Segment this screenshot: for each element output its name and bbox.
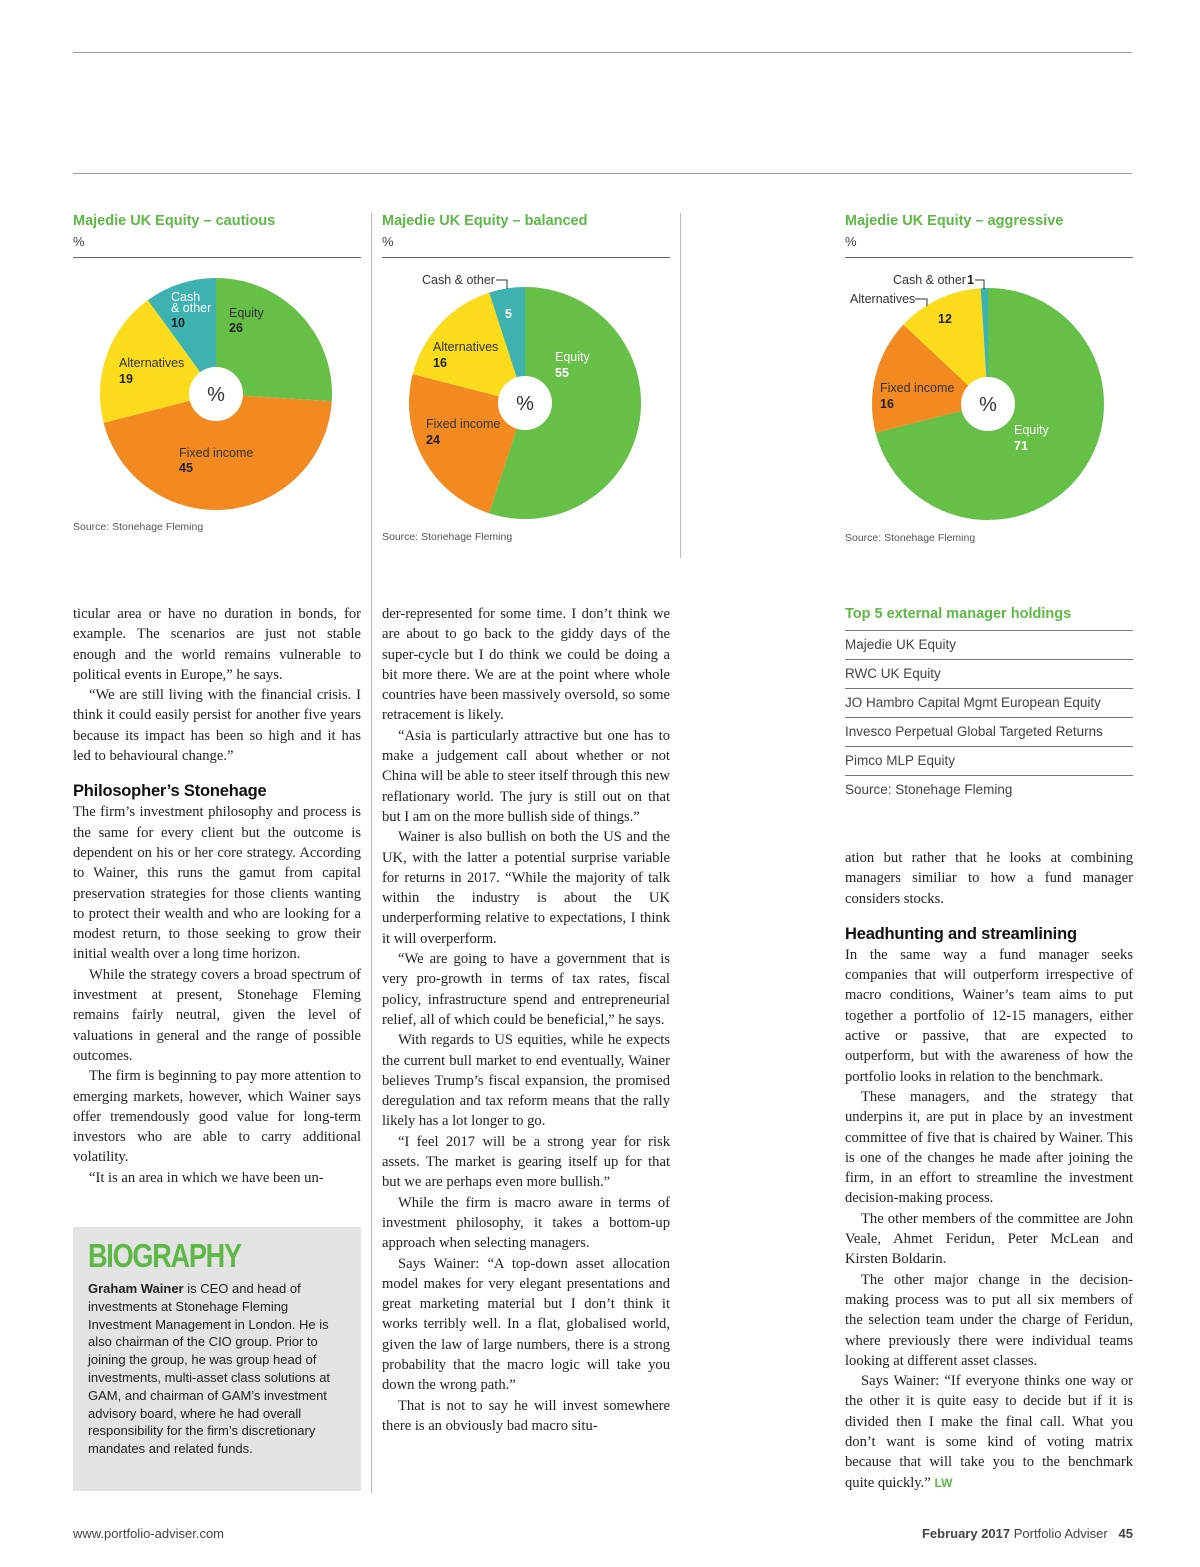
alternatives-leader-line (915, 299, 927, 306)
label-alternatives: Alternatives (119, 356, 185, 370)
footer-issue (922, 1526, 1133, 1541)
footer-url[interactable]: www.portfolio-adviser.com (73, 1526, 224, 1541)
value-cash: 1 (967, 273, 974, 287)
value-cash: 10 (171, 316, 185, 330)
author-initials: LW (934, 1475, 953, 1490)
label-cash-other: & other (171, 301, 212, 315)
label-fixed-income: Fixed income (179, 446, 254, 460)
holdings-row: RWC UK Equity (845, 659, 1133, 688)
value-alternatives: 12 (938, 312, 952, 326)
paragraph: der-represented for some time. I don’t think we are about to go back to the giddy days of the super-cycle but I do think we could be doing a bit more there. We are at the point where whole countries have been massively oversold, so some retracement is likely. (382, 606, 670, 724)
chart-title-balanced: Majedie UK Equity – balanced (382, 213, 588, 229)
holdings-table (845, 606, 1133, 804)
value-alternatives: 16 (433, 356, 447, 370)
chart-source-balanced: Source: Stonehage Fleming (382, 531, 513, 543)
paragraph: The other members of the committee are John Veale, Ahmet Feridun, Peter McLean and Kirsten Boldarin. (845, 1210, 1133, 1268)
article-column-1 (73, 604, 361, 1188)
holdings-row: Invesco Perpetual Global Targeted Returns (845, 717, 1133, 746)
label-cash: Cash (171, 290, 201, 304)
chart-unit-aggressive: % (845, 234, 857, 249)
label-fixed-income: Fixed income (880, 381, 955, 395)
chart-title-cautious: Majedie UK Equity – cautious (73, 213, 276, 229)
paragraph: “Asia is particularly attractive but one has to make a judgement call about whether or not China will be able to steer itself through this new reflationary world. The jury is still out on that but I am on the more bullish side of things.” (382, 727, 670, 825)
value-equity: 71 (1014, 439, 1028, 453)
holdings-row: Majedie UK Equity (845, 630, 1133, 659)
paragraph: “It is an area in which we have been un- (89, 1169, 324, 1186)
paragraph: The firm is beginning to pay more attention to emerging markets, however, which Wainer says offer tremendously good value for long-term investors who are able to carry additional volatility. (73, 1068, 361, 1166)
label-equity: Equity (229, 306, 264, 320)
paragraph-text: Says Wainer: “If everyone thinks one way or the other it is quite easy to decide but if it is divided then I make the final call. What you don’t want is some kind of voting matrix because that will take you to the benchmark quite quickly.” (845, 1373, 1133, 1491)
label-fixed-income: Fixed income (426, 417, 501, 431)
paragraph: That is not to say he will invest somewhere there is an obviously bad macro situ- (382, 1397, 670, 1434)
chart-source-cautious: Source: Stonehage Fleming (73, 521, 204, 533)
label-equity: Equity (555, 350, 590, 364)
pie-center-label: % (979, 394, 997, 416)
holdings-row: Pimco MLP Equity (845, 746, 1133, 775)
cash-leader-line (975, 280, 984, 289)
chart-title-aggressive: Majedie UK Equity – aggressive (845, 213, 1064, 229)
holdings-source: Source: Stonehage Fleming (845, 775, 1133, 804)
paragraph: The other major change in the decision-making process was to put all six members of the selection team under the charge of Feridun, where previously there were individual teams looking at different asset classes. (845, 1271, 1133, 1369)
label-cash: Cash & other (893, 273, 966, 287)
article-column-3 (845, 848, 1133, 1493)
pie-chart-aggressive (0, 0, 1200, 560)
pie-center-label: % (207, 384, 225, 406)
holdings-title: Top 5 external manager holdings (845, 606, 1072, 622)
chart-unit-cautious: % (73, 234, 85, 249)
paragraph: While the firm is macro aware in terms of investment philosophy, it takes a bottom-up approach when selecting managers. (382, 1194, 670, 1252)
value-equity: 26 (229, 321, 243, 335)
value-equity: 55 (555, 366, 569, 380)
footer-date: February 2017 (921, 1526, 1011, 1541)
value-fixed-income: 24 (426, 433, 440, 447)
biography-text (88, 1280, 348, 1458)
paragraph: In the same way a fund manager seeks companies that will outperform irrespective of macro conditions, Wainer’s team aims to put together a portfolio of 12-15 managers, either active or passive, that are expected to outperform, but with the awareness of how the portfolio looks in relation to the benchmark. (845, 946, 1133, 1085)
chart-source-aggressive: Source: Stonehage Fleming (845, 532, 976, 544)
holdings-row: JO Hambro Capital Mgmt European Equity (845, 688, 1133, 717)
value-fixed-income: 45 (179, 461, 193, 475)
label-alternatives: Alternatives (850, 292, 916, 306)
article-column-2 (382, 604, 670, 1436)
biography-box (73, 1227, 361, 1491)
value-cash: 5 (505, 307, 512, 321)
pie-center-label: % (516, 393, 534, 415)
page-number: 45 (1118, 1526, 1133, 1541)
paragraph: ation but rather that he looks at combining managers similiar to how a fund manager considers stocks. (845, 850, 1133, 907)
section-heading: Headhunting and streamlining (845, 924, 1077, 943)
paragraph: Wainer is also bullish on both the US and the UK, with the latter a potential surprise variable for returns in 2017. “While the majority of talk within the industry is about the UK underperforming relative to expectations, I think it will overperform. (382, 829, 670, 947)
paragraph: While the strategy covers a broad spectrum of investment at present, Stonehage Fleming remains fairly neutral, given the level of valuations in general and the range of possible outcomes. (73, 966, 361, 1064)
section-heading: Philosopher’s Stonehage (73, 782, 267, 801)
label-alternatives: Alternatives (433, 340, 499, 354)
chart-unit-balanced: % (382, 234, 394, 249)
value-alternatives: 19 (119, 372, 133, 386)
paragraph: These managers, and the strategy that underpins it, are put in place by an investment committee of five that is chaired by Wainer. This is one of the changes he made after joining the firm, in an effort to streamline the investment decision-making process. (845, 1088, 1133, 1207)
paragraph: “We are going to have a government that is very pro-growth in terms of tax rates, fiscal policy, infrastructure spend and entrepreneurial relief, all of which could be beneficial,” he says. (382, 951, 670, 1028)
label-equity: Equity (1014, 423, 1049, 437)
label-cash: Cash & other (422, 273, 495, 287)
biography-name: Graham Wainer (88, 1281, 184, 1296)
value-fixed-income: 16 (880, 397, 894, 411)
paragraph (845, 1371, 1133, 1493)
paragraph: ticular area or have no duration in bonds, for example. The scenarios are just not stable enough and the world remains vulnerable to political events in Europe,” he says. (73, 606, 361, 683)
paragraph: The firm’s investment philosophy and process is the same for every client but the outcome is dependent on his or her core strategy. According to Wainer, this runs the gamut from capital preservation strategies for those clients wanting to protect their wealth and who are looking for a modest return, to those seeking to grow their initial wealth over a long time horizon. (73, 804, 361, 963)
paragraph: Says Wainer: “A top-down asset allocation model makes for very elegant presentations and great marketing material but I don’t think it works terribly well. In a flat, globalised world, given the law of large numbers, there is a strong probability that the macro logic will take you down the wrong path.” (382, 1255, 670, 1394)
biography-title: BIOGRAPHY (88, 1237, 241, 1274)
paragraph: “I feel 2017 will be a strong year for risk assets. The market is gearing itself up for that but we are perhaps even more bullish.” (382, 1133, 670, 1191)
biography-body: is CEO and head of investments at Stonehage Fleming Investment Management in London. He is also chairman of the CIO group. Prior to joining the group, he was group head of investments, multi-asset class solutions at GAM, and chairman of GAM’s investment advisory board, where he had overall responsibility for the firm’s discretionary mandates and related funds. (88, 1281, 331, 1457)
paragraph: “We are still living with the financial crisis. I think it could easily persist for another five years because its impact has been so high and it has led to behavioural change.” (73, 687, 361, 765)
footer-publication: Portfolio Adviser (1013, 1526, 1108, 1541)
paragraph: With regards to US equities, while he expects the current bull market to end eventually, Wainer believes Trump’s fiscal expansion, the promised deregulation and tax reform means that the rally likely has a lot longer to go. (382, 1032, 670, 1130)
